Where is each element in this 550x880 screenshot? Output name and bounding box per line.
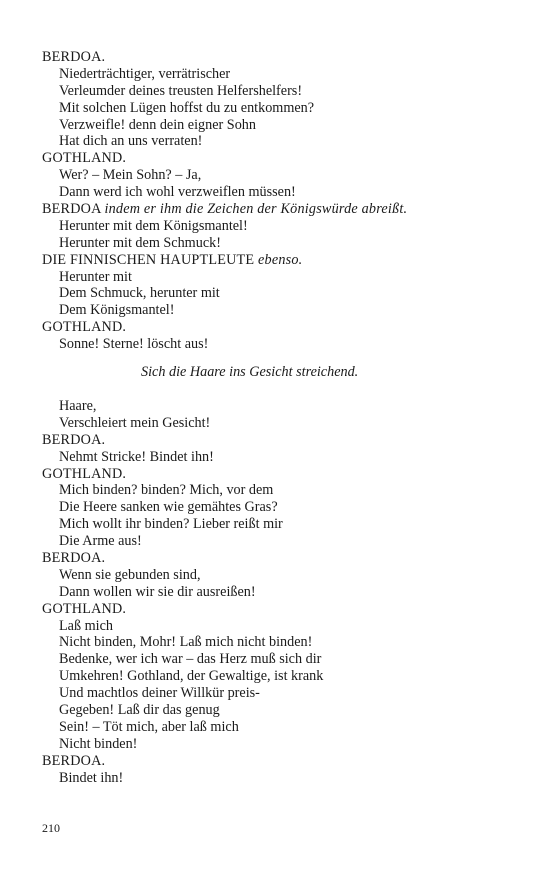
verse-line: Mit solchen Lügen hoffst du zu entkommen? (59, 99, 315, 116)
verse-line: Herunter mit dem Schmuck! (59, 234, 221, 251)
verse-line: Verschleiert mein Gesicht! (59, 414, 211, 431)
verse-line: Nicht binden, Mohr! Laß mich nicht binden! (59, 634, 313, 651)
speaker-name: GOTHLAND. (42, 319, 127, 336)
verse-line: Nehmt Stricke! Bindet ihn! (59, 448, 214, 465)
speaker-name: BERDOA. (42, 752, 106, 769)
verse-line: Dem Schmuck, herunter mit (59, 285, 220, 302)
verse-line: Niederträchtiger, verrätrischer (59, 65, 231, 82)
verse-line: Dann wollen wir sie dir ausreißen! (59, 583, 256, 600)
verse-line: Haare, (59, 397, 97, 414)
stage-direction-inline: ebenso. (258, 251, 303, 268)
verse-line: Und machtlos deiner Willkür preis- (59, 685, 260, 702)
speaker-name: BERDOA (42, 201, 101, 218)
verse-line: Gegeben! Laß dir das genug (59, 701, 220, 718)
verse-line: Mich wollt ihr binden? Lieber reißt mir (59, 516, 283, 533)
verse-line: Dem Königsmantel! (59, 302, 175, 319)
speaker-name: BERDOA. (42, 431, 106, 448)
speaker-name: GOTHLAND. (42, 600, 127, 617)
verse-line: Herunter mit (59, 268, 132, 285)
verse-line: Dann werd ich wohl verzweiflen müssen! (59, 184, 296, 201)
speaker-name: BERDOA. (42, 49, 106, 65)
verse-line: Sonne! Sterne! löscht aus! (59, 336, 209, 353)
stage-direction: Sich die Haare ins Gesicht streichend. (141, 364, 359, 381)
verse-line: Bindet ihn! (59, 769, 124, 786)
speaker-name: BERDOA. (42, 549, 106, 566)
page-number: 210 (42, 821, 60, 835)
verse-line: Bedenke, wer ich war – das Herz muß sich dir (59, 651, 322, 668)
verse-line: Verzweifle! denn dein eigner Sohn (59, 116, 256, 133)
verse-line: Nicht binden! (59, 735, 138, 752)
verse-line: Wer? – Mein Sohn? – Ja, (59, 167, 202, 184)
verse-line: Verleumder deines treusten Helfershelfers! (59, 82, 303, 99)
speaker-with-direction (42, 252, 512, 269)
verse-line: Die Heere sanken wie gemähtes Gras? (59, 499, 278, 516)
verse-line: Laß mich (59, 617, 113, 634)
verse-line: Hat dich an uns verraten! (59, 133, 203, 150)
text-page (42, 49, 512, 786)
verse-line: Sein! – Töt mich, aber laß mich (59, 718, 239, 735)
speaker-with-direction (42, 201, 512, 218)
speaker-name: GOTHLAND. (42, 150, 127, 167)
verse-line: Umkehren! Gothland, der Gewaltige, ist krank (59, 668, 324, 685)
verse-line: Mich binden? binden? Mich, vor dem (59, 482, 274, 499)
verse-line: Herunter mit dem Königsmantel! (59, 217, 248, 234)
verse-line: Wenn sie gebunden sind, (59, 566, 201, 583)
speaker-name: DIE FINNISCHEN HAUPTLEUTE (42, 251, 255, 268)
stage-direction-inline: indem er ihm die Zeichen der Königswürde abreißt. (104, 201, 408, 218)
speaker-name: GOTHLAND. (42, 465, 127, 482)
verse-line: Die Arme aus! (59, 533, 142, 550)
